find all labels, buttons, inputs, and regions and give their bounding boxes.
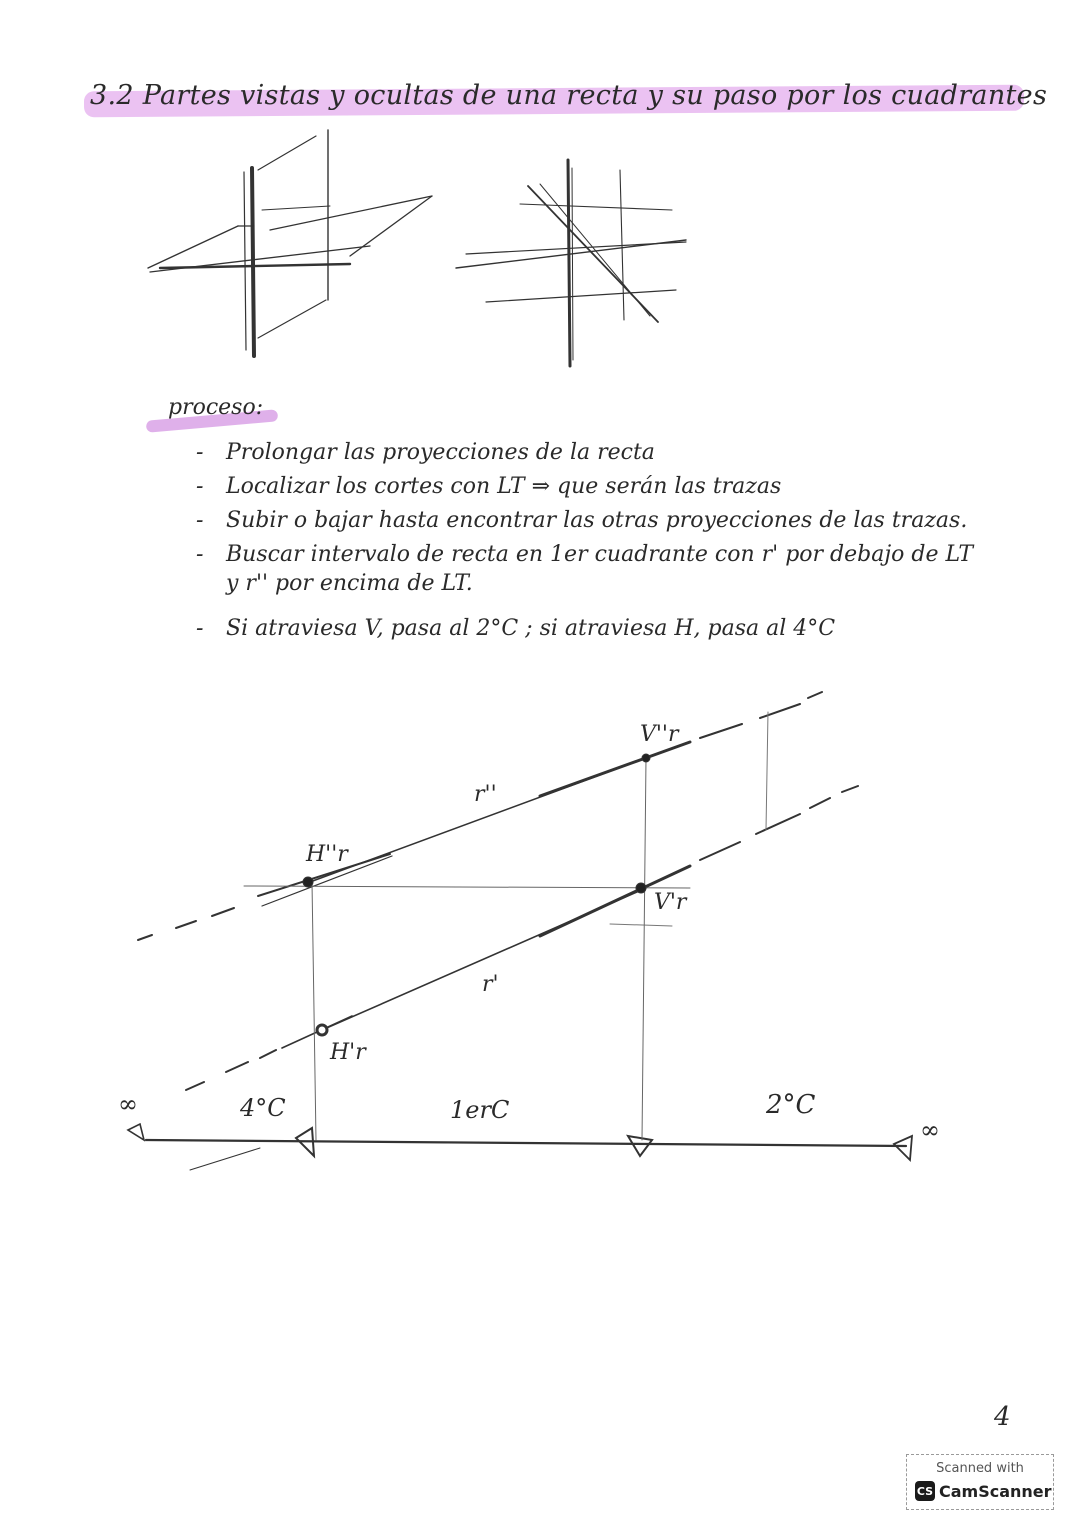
label-infinity-right: ∞ (920, 1116, 940, 1144)
list-item (196, 616, 1036, 650)
step-text: Si atraviesa V, pasa al 2°C ; si atraviesa H, pasa al 4°C (226, 616, 836, 641)
marker-left-infinity (128, 1124, 144, 1140)
sketch-orthographic-grid (456, 160, 686, 366)
label-r1: r' (482, 972, 499, 997)
point-h2r (303, 877, 313, 887)
projection-v (642, 758, 646, 1140)
label-r2: r'' (474, 782, 497, 807)
list-item (196, 542, 1036, 616)
step-text: Prolongar las proyecciones de la recta (226, 440, 655, 465)
step-text-continued: y r'' por encima de LT. (226, 571, 473, 596)
camscanner-icon: CS (915, 1481, 935, 1501)
label-quadrant-1: 1erC (450, 1096, 510, 1124)
list-item (196, 440, 1036, 474)
step-text: Subir o bajar hasta encontrar las otras proyecciones de las trazas. (226, 508, 968, 533)
list-item (196, 474, 1036, 508)
process-label: proceso: (168, 395, 264, 420)
step-text: Buscar intervalo de recta en 1er cuadrante con r' por debajo de LT (226, 542, 974, 567)
label-v1r: V'r (654, 890, 687, 915)
dash: - (196, 508, 204, 533)
label-v2r: V''r (640, 722, 679, 747)
marker-right-infinity (894, 1136, 912, 1160)
process-steps (196, 440, 1036, 650)
dash: - (196, 542, 204, 567)
scanner-caption: Scanned with (936, 1461, 1024, 1476)
step-text: Localizar los cortes con LT ⇒ que serán las trazas (226, 474, 782, 499)
dash: - (196, 440, 204, 465)
point-h1r (317, 1025, 327, 1035)
page-number: 4 (994, 1402, 1011, 1432)
label-infinity-left: ∞ (118, 1090, 138, 1118)
scanner-brand (915, 1481, 1052, 1501)
dash: - (196, 616, 204, 641)
label-quadrant-4: 4°C (240, 1094, 286, 1122)
ground-line-lt (146, 1140, 906, 1146)
process-heading (146, 395, 286, 435)
stray-stroke (190, 1148, 260, 1170)
scanner-name: CamScanner (939, 1481, 1052, 1501)
sketch-perspective-planes (148, 130, 432, 356)
dash: - (196, 474, 204, 499)
camscanner-badge (906, 1454, 1054, 1510)
marker-v (628, 1136, 652, 1156)
label-quadrant-2: 2°C (766, 1090, 816, 1120)
title-text: 3.2 Partes vistas y ocultas de una recta y su paso por los cuadrantes (90, 80, 1048, 111)
point-v2r (642, 754, 650, 762)
list-item (196, 508, 1036, 542)
point-v1r (636, 883, 646, 893)
projection-h (312, 882, 316, 1140)
label-h2r: H''r (306, 842, 348, 867)
label-h1r: H'r (330, 1040, 366, 1065)
